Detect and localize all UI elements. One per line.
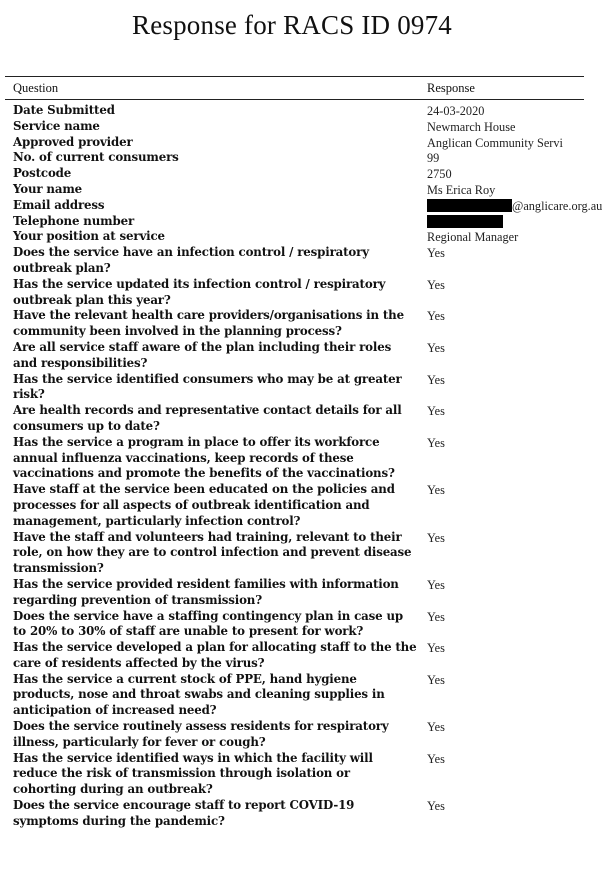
- table-row: [5, 308, 584, 340]
- response-cell: Yes: [427, 720, 445, 735]
- table-header-rule: [5, 99, 584, 100]
- question-cell: Does the service have a staffing contingency plan in case up to 20% to 30% of staff are unable to present for work?: [13, 608, 403, 639]
- table-row: [5, 229, 584, 245]
- question-cell: Postcode: [13, 166, 72, 181]
- response-cell: Ms Erica Roy: [427, 182, 496, 197]
- response-table: [5, 76, 602, 830]
- redaction-block: [427, 199, 512, 212]
- response-cell: Regional Manager: [427, 230, 519, 245]
- table-row: [5, 150, 584, 166]
- question-cell: Date Submitted: [13, 103, 115, 117]
- question-cell: Your name: [13, 181, 83, 196]
- response-cell: Yes: [427, 340, 445, 355]
- question-cell: Has the service developed a plan for allocating staff to the the care of residents affected by the virus?: [13, 640, 417, 670]
- question-cell: Are all service staff aware of the plan including their roles and responsibilities?: [13, 339, 392, 370]
- table-row: [5, 751, 584, 798]
- table-row: [5, 340, 584, 372]
- response-cell: Yes: [427, 799, 445, 814]
- response-cell: 99: [427, 151, 440, 166]
- question-cell: Approved provider: [13, 134, 133, 149]
- table-row: [5, 166, 584, 182]
- question-cell: Has the service updated its infection control / respiratory outbreak plan this year?: [13, 276, 386, 307]
- redaction-block: [427, 215, 503, 228]
- response-cell: Yes: [427, 530, 445, 545]
- table-row: [5, 640, 584, 672]
- column-header-response: Response: [427, 81, 475, 95]
- table-row: [5, 135, 584, 151]
- response-cell: [427, 199, 602, 215]
- table-header: [5, 77, 584, 99]
- question-cell: Have the staff and volunteers had training, relevant to their role, on how they are to control infection and prevent disease transmission?: [13, 529, 412, 576]
- response-cell: Yes: [427, 435, 445, 450]
- response-cell: 24-03-2020: [427, 104, 485, 118]
- table-row: [5, 245, 584, 277]
- question-cell: Your position at service: [13, 229, 165, 244]
- question-cell: Has the service identified ways in which the facility will reduce the risk of transmission through isolation or cohorting during an outbreak?: [13, 750, 373, 797]
- table-row: [5, 182, 584, 198]
- response-cell: Yes: [427, 404, 445, 419]
- response-cell: Yes: [427, 309, 445, 324]
- question-cell: Has the service a current stock of PPE, hand hygiene products, nose and throat swabs and cleaning supplies in anticipation of increased need?: [13, 671, 385, 718]
- table-row: [5, 197, 602, 214]
- response-cell: Yes: [427, 277, 445, 292]
- question-cell: Does the service routinely assess residents for respiratory illness, particularly for fever or cough?: [13, 719, 389, 749]
- table-row: [5, 798, 584, 830]
- question-cell: Email address: [13, 197, 105, 212]
- table-row: [5, 577, 584, 609]
- question-cell: No. of current consumers: [13, 150, 179, 165]
- table-row: [5, 435, 584, 482]
- response-cell: 2750: [427, 167, 452, 182]
- response-cell: Yes: [427, 609, 445, 624]
- response-cell: Yes: [427, 577, 445, 592]
- response-cell: Anglican Community Servi: [427, 135, 563, 150]
- column-header-question: Question: [13, 81, 59, 95]
- table-row: [5, 372, 584, 404]
- table-row: [5, 609, 584, 641]
- table-row: [5, 214, 584, 230]
- question-cell: Service name: [13, 118, 100, 133]
- question-cell: Have the relevant health care providers/organisations in the community been involved in the planning process?: [13, 308, 404, 339]
- table-row: [5, 482, 584, 529]
- response-cell: Yes: [427, 672, 445, 687]
- response-cell: Yes: [427, 246, 445, 261]
- question-cell: Has the service a program in place to offer its workforce annual influenza vaccinations, keep records of these vaccinations and promote the benefits of the vaccinations?: [13, 434, 395, 481]
- table-row: [5, 530, 584, 577]
- response-cell: Newmarch House: [427, 119, 516, 134]
- table-body: [5, 103, 602, 830]
- question-cell: Have staff at the service been educated on the policies and processes for all aspects of outbreak identification and management, particularly infection control?: [13, 482, 395, 528]
- question-cell: Are health records and representative contact details for all consumers up to date?: [13, 403, 402, 433]
- table-row: [5, 403, 584, 435]
- table-row: [5, 103, 584, 119]
- document-title: Response for RACS ID 0974: [132, 10, 452, 40]
- email-domain: @anglicare.org.au: [512, 198, 602, 213]
- question-cell: Has the service provided resident families with information regarding prevention of transmission?: [13, 576, 399, 607]
- question-cell: Does the service encourage staff to report COVID-19 symptoms during the pandemic?: [13, 798, 355, 828]
- table-row: [5, 119, 584, 135]
- question-cell: Has the service identified consumers who may be at greater risk?: [13, 371, 402, 402]
- response-cell: Yes: [427, 483, 445, 498]
- table-row: [5, 672, 584, 719]
- question-cell: Does the service have an infection control / respiratory outbreak plan?: [13, 245, 369, 275]
- response-cell: Yes: [427, 751, 445, 766]
- question-cell: Telephone number: [13, 213, 135, 228]
- response-cell: Yes: [427, 372, 445, 387]
- table-row: [5, 719, 584, 751]
- response-cell: Yes: [427, 641, 445, 656]
- table-row: [5, 277, 584, 309]
- response-cell: [427, 215, 503, 231]
